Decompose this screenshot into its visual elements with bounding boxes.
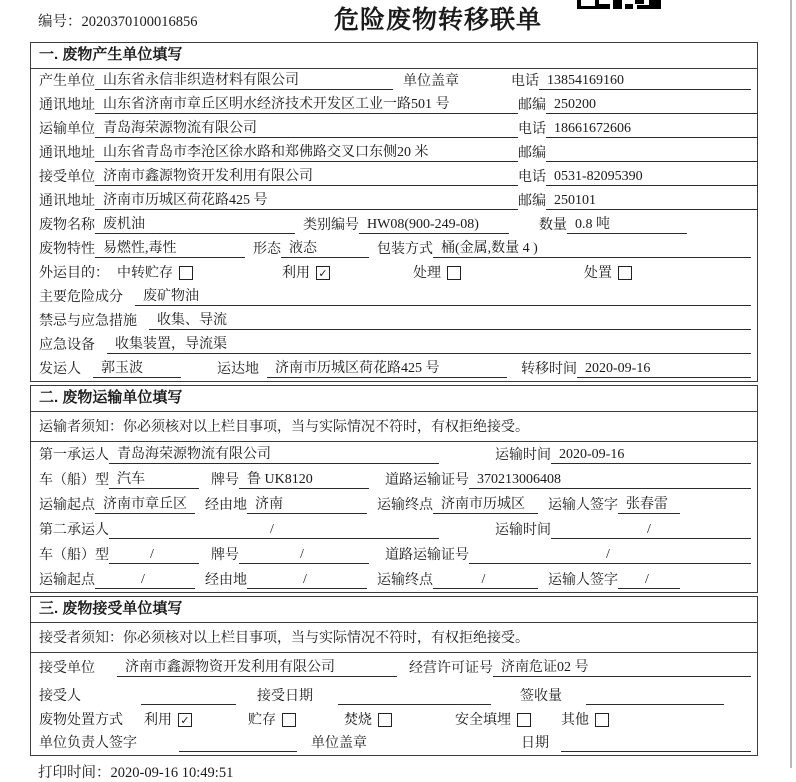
form-row <box>31 542 757 567</box>
field-value[interactable]: 济南市鑫源物资开发利用有限公司 <box>117 656 397 677</box>
field-label: 禁忌与应急措施 <box>39 314 137 329</box>
form-row <box>31 261 757 285</box>
section-2 <box>30 385 758 593</box>
checkbox-option <box>344 709 392 729</box>
field-value[interactable] <box>561 735 751 752</box>
form-row <box>31 213 757 237</box>
field-label: 运输时间 <box>495 523 551 538</box>
field-value[interactable]: 济南危证02 号 <box>493 656 751 677</box>
checkbox-label: 中转贮存 <box>117 266 173 281</box>
checkbox-checked[interactable]: ✓ <box>316 266 330 280</box>
field-label: 接受日期 <box>257 689 313 704</box>
field-value[interactable]: 济南市历城区 <box>433 493 538 514</box>
field-label: 发运人 <box>39 362 81 377</box>
field-label: 电话 <box>518 170 546 185</box>
serial-number-line <box>38 10 198 31</box>
form-row <box>31 189 757 213</box>
field-label: 包装方式 <box>377 242 433 257</box>
section-title: 一. 废物产生单位填写 <box>31 43 757 69</box>
field-value[interactable]: 济南市历城区荷花路425 号 <box>267 357 507 378</box>
field-label: 运输终点 <box>377 573 433 588</box>
field-value[interactable]: 郭玉波 <box>93 357 181 378</box>
field-value[interactable]: 13854169160 <box>539 73 751 90</box>
field-label: 运输单位 <box>39 122 95 137</box>
field-value[interactable]: 青岛海荣源物流有限公司 <box>95 117 518 138</box>
field-label: 运输起点 <box>39 573 95 588</box>
form-row <box>31 708 757 732</box>
field-label: 牌号 <box>211 473 239 488</box>
field-label: 数量 <box>539 218 567 233</box>
manifest-form <box>30 42 758 782</box>
checkbox-option <box>248 709 296 729</box>
form-row <box>31 442 757 467</box>
field-label: 第一承运人 <box>39 448 109 463</box>
checkbox-unchecked[interactable] <box>378 713 392 727</box>
qr-code-fragment-icon <box>577 0 667 9</box>
checkbox-label: 处理 <box>413 266 441 281</box>
checkbox-label: 焚烧 <box>344 713 372 728</box>
field-value[interactable]: 山东省永信非织造材料有限公司 <box>95 69 393 90</box>
form-row <box>31 653 757 680</box>
field-label: 单位负责人签字 <box>39 736 137 751</box>
field-label: 通讯地址 <box>39 146 95 161</box>
field-value[interactable]: / <box>109 522 439 539</box>
field-label: 外运目的： <box>39 266 109 281</box>
field-value[interactable]: / <box>618 572 680 589</box>
form-row <box>31 165 757 189</box>
form-row <box>31 309 757 333</box>
field-label: 运达地 <box>217 362 259 377</box>
field-value[interactable]: 汽车 <box>109 468 199 489</box>
checkbox-unchecked[interactable] <box>618 266 632 280</box>
checkbox-unchecked[interactable] <box>179 266 193 280</box>
field-label: 运输时间 <box>495 448 551 463</box>
field-value[interactable]: 鲁 UK8120 <box>239 468 369 489</box>
checkbox-option <box>144 709 192 729</box>
checkbox-option <box>117 262 193 282</box>
form-row <box>31 237 757 261</box>
field-value[interactable]: / <box>109 547 199 564</box>
field-label: 经营许可证号 <box>409 661 493 676</box>
field-value[interactable]: 收集、导流 <box>149 309 751 330</box>
field-value[interactable]: 370213006408 <box>469 472 751 489</box>
print-time: 打印时间：2020-09-16 10:49:51 <box>38 765 234 781</box>
field-label: 道路运输证号 <box>385 548 469 563</box>
field-value[interactable]: / <box>469 547 751 564</box>
section-1 <box>30 42 758 382</box>
checkbox-option <box>584 262 632 282</box>
field-value[interactable]: 0.8 吨 <box>567 213 687 234</box>
field-value[interactable]: 250200 <box>546 97 758 114</box>
field-value[interactable]: 2020-09-16 <box>577 361 751 378</box>
field-value[interactable]: HW08(900-249-08) <box>359 217 509 234</box>
field-label: 主要危险成分 <box>39 290 123 305</box>
form-row <box>31 517 757 542</box>
page-edge-line <box>790 0 792 768</box>
field-label: 单位盖章 <box>403 74 459 89</box>
field-label: 运输人签字 <box>548 573 618 588</box>
field-value[interactable]: 济南市鑫源物资开发利用有限公司 <box>95 165 518 186</box>
section-title: 三. 废物接受单位填写 <box>31 597 757 623</box>
notice-row <box>31 412 757 442</box>
field-value[interactable]: / <box>95 572 195 589</box>
field-value[interactable] <box>586 688 724 705</box>
form-row <box>31 492 757 517</box>
field-label: 接受人 <box>39 689 81 704</box>
field-value[interactable]: 桶(金属,数量 4 ) <box>433 237 751 258</box>
field-value[interactable] <box>179 735 297 752</box>
field-label: 接受单位 <box>39 170 95 185</box>
field-value[interactable]: / <box>551 522 751 539</box>
field-label: 经由地 <box>205 573 247 588</box>
field-label: 牌号 <box>211 548 239 563</box>
field-label: 转移时间 <box>521 362 577 377</box>
field-label: 车（船）型 <box>39 473 109 488</box>
field-label: 日期 <box>521 736 549 751</box>
form-row <box>31 117 757 141</box>
field-label: 运输者须知：你必须核对以上栏目事项，当与实际情况不符时，有权拒绝接受。 <box>39 420 529 435</box>
field-label: 类别编号 <box>303 218 359 233</box>
field-label: 接受单位 <box>39 661 95 676</box>
checkbox-checked[interactable]: ✓ <box>178 713 192 727</box>
form-row <box>31 357 757 381</box>
notice-row <box>31 623 757 653</box>
field-label: 单位盖章 <box>311 736 367 751</box>
field-value[interactable]: / <box>239 547 369 564</box>
form-row <box>31 680 757 708</box>
form-row <box>31 333 757 357</box>
field-label: 废物处置方式 <box>39 713 123 728</box>
checkbox-option <box>455 709 531 729</box>
field-value[interactable]: 山东省青岛市李沧区徐水路和郑佛路交叉口东侧20 米 <box>95 141 518 162</box>
form-row <box>31 467 757 492</box>
serial-number: 2020370100016856 <box>81 14 198 30</box>
field-value[interactable]: / <box>433 572 538 589</box>
checkbox-unchecked[interactable] <box>447 266 461 280</box>
field-value[interactable]: 张春雷 <box>618 493 680 514</box>
checkbox-label: 贮存 <box>248 713 276 728</box>
section-title: 二. 废物运输单位填写 <box>31 386 757 412</box>
field-value[interactable]: 济南市历城区荷花路425 号 <box>95 189 518 210</box>
field-label: 车（船）型 <box>39 548 109 563</box>
serial-label: 编号： <box>38 14 82 30</box>
checkbox-label: 其他 <box>561 713 589 728</box>
field-value[interactable]: 青岛海荣源物流有限公司 <box>109 443 439 464</box>
section-3 <box>30 596 758 756</box>
checkbox-option <box>561 709 609 729</box>
field-value[interactable]: 济南市章丘区 <box>95 493 195 514</box>
field-value[interactable]: 收集装置，导流渠 <box>107 333 751 354</box>
field-value[interactable]: 250101 <box>546 193 758 210</box>
field-value[interactable]: 山东省济南市章丘区明水经济技术开发区工业一路501 号 <box>95 93 518 114</box>
field-label: 通讯地址 <box>39 194 95 209</box>
field-label: 邮编 <box>518 194 546 209</box>
form-row <box>31 69 757 93</box>
field-value[interactable]: 0531-82095390 <box>546 169 758 186</box>
field-label: 形态 <box>253 242 281 257</box>
field-label: 废物名称 <box>39 218 95 233</box>
checkbox-option <box>413 262 461 282</box>
checkbox-option <box>282 262 330 282</box>
checkbox-label: 安全填埋 <box>455 713 511 728</box>
field-value[interactable]: 2020-09-16 <box>551 447 751 464</box>
field-label: 电话 <box>518 122 546 137</box>
form-row <box>31 732 757 755</box>
field-label: 通讯地址 <box>39 98 95 113</box>
form-row <box>31 93 757 117</box>
field-label: 经由地 <box>205 498 247 513</box>
field-value[interactable]: 液态 <box>281 237 369 258</box>
field-value[interactable]: 18661672606 <box>546 121 758 138</box>
field-label: 邮编 <box>518 98 546 113</box>
checkbox-unchecked[interactable] <box>517 713 531 727</box>
form-row <box>31 141 757 165</box>
field-value[interactable]: 济南 <box>247 493 367 514</box>
field-label: 第二承运人 <box>39 523 109 538</box>
checkbox-unchecked[interactable] <box>282 713 296 727</box>
field-label: 邮编 <box>518 146 546 161</box>
field-label: 运输终点 <box>377 498 433 513</box>
field-label: 道路运输证号 <box>385 473 469 488</box>
field-value[interactable]: 易燃性,毒性 <box>95 237 245 258</box>
field-value[interactable] <box>141 688 236 705</box>
checkbox-label: 利用 <box>282 266 310 281</box>
page-title: 危险废物转移联单 <box>334 6 543 34</box>
form-row <box>31 567 757 592</box>
checkbox-unchecked[interactable] <box>595 713 609 727</box>
field-value[interactable] <box>338 688 491 705</box>
field-value[interactable]: 废矿物油 <box>135 285 751 306</box>
field-label: 接受者须知：你必须核对以上栏目事项，当与实际情况不符时，有权拒绝接受。 <box>39 631 529 646</box>
field-label: 电话 <box>511 74 539 89</box>
field-value[interactable]: / <box>247 572 367 589</box>
field-label: 运输起点 <box>39 498 95 513</box>
field-label: 产生单位 <box>39 74 95 89</box>
form-row <box>31 285 757 309</box>
field-label: 运输人签字 <box>548 498 618 513</box>
field-label: 应急设备 <box>39 338 95 353</box>
field-label: 废物特性 <box>39 242 95 257</box>
checkbox-label: 处置 <box>584 266 612 281</box>
checkbox-label: 利用 <box>144 713 172 728</box>
field-label: 签收量 <box>520 689 562 704</box>
field-value[interactable]: 废机油 <box>95 213 295 234</box>
field-value[interactable] <box>546 145 758 162</box>
